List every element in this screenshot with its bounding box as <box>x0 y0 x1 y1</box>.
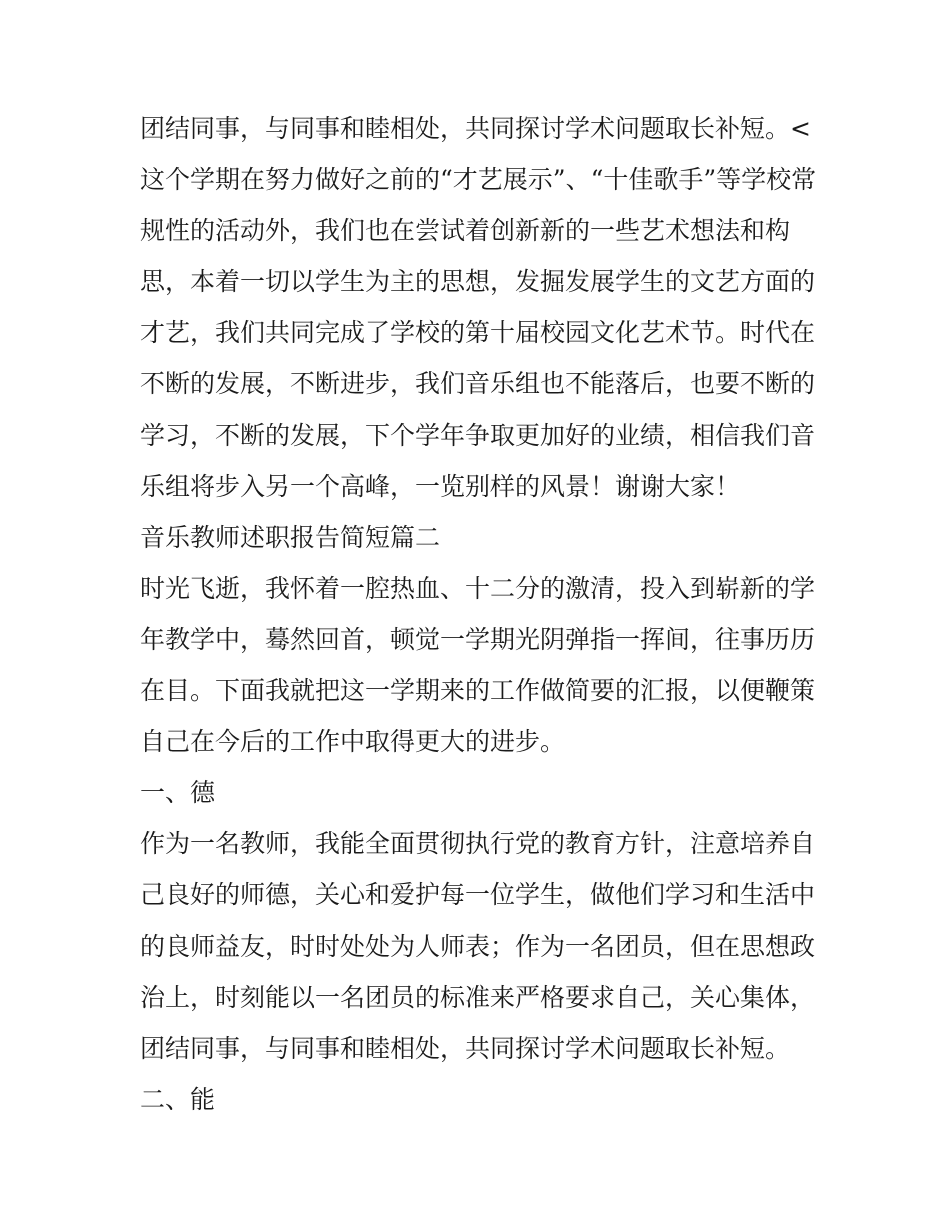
text-line: 乐组将步入另一个高峰，一览别样的风景！谢谢大家！ <box>140 471 741 501</box>
text-line: 团结同事，与同事和睦相处，共同探讨学术问题取长补短。< <box>140 114 811 143</box>
text-line: 思，本着一切以学生为主的思想，发掘发展学生的文艺方面的 <box>140 267 816 297</box>
text-line: 时光飞逝，我怀着一腔热血、十二分的激清，投入到崭新的学 <box>140 573 816 603</box>
text-line: 规性的活动外，我们也在尝试着创新新的一些艺术想法和构 <box>140 216 791 246</box>
text-line: 不断的发展，不断进步，我们音乐组也不能落后，也要不断的 <box>140 369 816 399</box>
subsection-heading: 二、能 <box>140 1084 216 1114</box>
text-line: 团结同事，与同事和睦相处，共同探讨学术问题取长补短。 <box>140 1033 791 1063</box>
subsection-heading: 一、德 <box>140 778 216 808</box>
section-title: 音乐教师述职报告简短篇二 <box>140 522 441 552</box>
text-line: 学习，不断的发展，下个学年争取更加好的业绩，相信我们音 <box>140 420 816 450</box>
document-body <box>140 103 820 1125</box>
text-line: 的良师益友，时时处处为人师表；作为一名团员，但在思想政 <box>140 931 816 961</box>
text-line: 自己在今后的工作中取得更大的进步。 <box>140 727 566 757</box>
text-line: 这个学期在努力做好之前的“才艺展示”、“十佳歌手”等学校常 <box>140 165 817 195</box>
text-line: 才艺，我们共同完成了学校的第十届校园文化艺术节。时代在 <box>140 318 816 348</box>
text-line: 己良好的师德，关心和爱护每一位学生，做他们学习和生活中 <box>140 880 816 910</box>
text-line: 作为一名教师，我能全面贯彻执行党的教育方针，注意培养自 <box>140 829 816 859</box>
text-line: 年教学中，蓦然回首，顿觉一学期光阴弹指一挥间，往事历历 <box>140 624 816 654</box>
text-line: 在目。下面我就把这一学期来的工作做简要的汇报，以便鞭策 <box>140 676 816 706</box>
text-line: 治上，时刻能以一名团员的标准来严格要求自己，关心集体， <box>140 982 816 1012</box>
